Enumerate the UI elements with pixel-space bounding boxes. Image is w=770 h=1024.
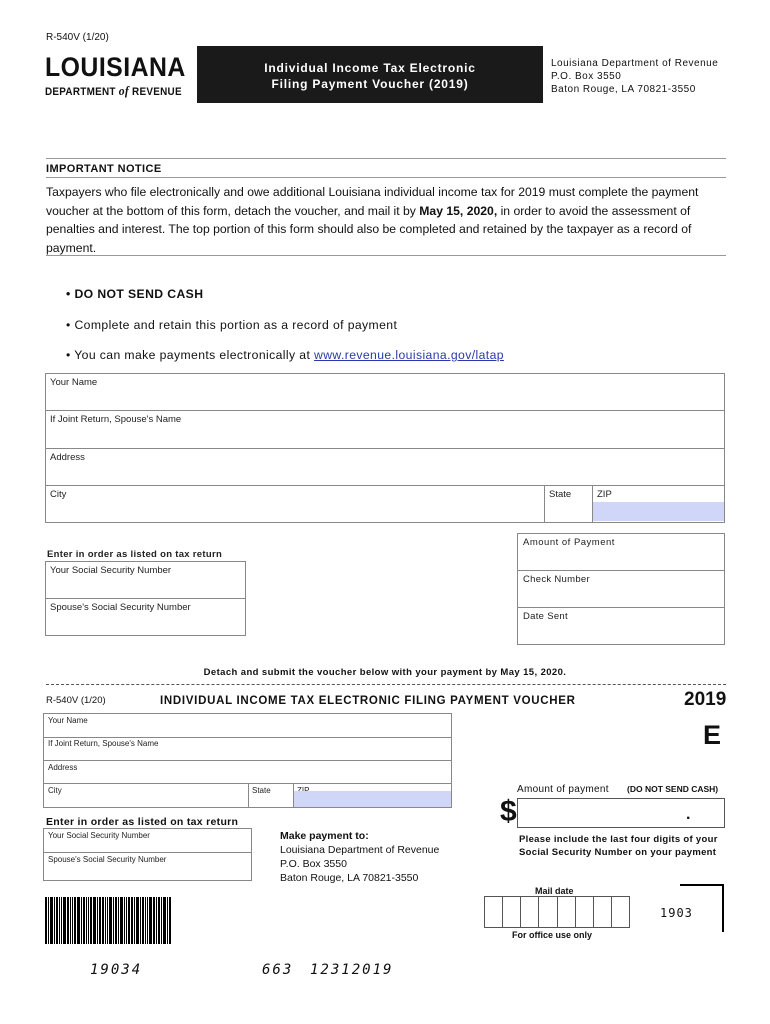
voucher-state-label: State <box>252 786 271 795</box>
form-code: R-540V (1/20) <box>46 32 109 43</box>
notice-heading: IMPORTANT NOTICE <box>46 163 162 175</box>
voucher-code-letter: E <box>703 720 722 750</box>
form-title-banner <box>197 46 543 103</box>
payment-address-line2: P.O. Box 3550 <box>280 858 347 870</box>
bullet-electronic <box>66 348 504 362</box>
divider <box>43 852 252 853</box>
divider <box>46 158 726 159</box>
address-label: Address <box>50 452 85 463</box>
spouse-name-field[interactable] <box>46 427 724 447</box>
amount-of-payment-field[interactable] <box>517 798 725 828</box>
office-use-label: For office use only <box>512 930 593 940</box>
date-sent-field[interactable] <box>518 624 724 644</box>
address-line3: Baton Rouge, LA 70821-3550 <box>551 84 696 95</box>
no-cash-label: (DO NOT SEND CASH) <box>627 784 719 794</box>
payment-address-line3: Baton Rouge, LA 70821-3550 <box>280 872 419 884</box>
divider <box>46 177 726 178</box>
enter-order-label: Enter in order as listed on tax return <box>47 549 223 560</box>
tear-line <box>46 684 726 685</box>
payment-address-line1: Louisiana Department of Revenue <box>280 844 440 856</box>
divider <box>45 485 725 486</box>
your-ssn-label: Your Social Security Number <box>50 565 172 576</box>
logo-revenue-word: REVENUE <box>132 86 182 98</box>
voucher-your-ssn-field[interactable] <box>44 841 251 851</box>
voucher-barcode <box>45 897 172 944</box>
divider <box>45 448 725 449</box>
voucher-enter-order-label: Enter in order as listed on tax return <box>46 816 239 828</box>
voucher-address-label: Address <box>48 763 78 772</box>
logo-of-word: of <box>118 83 130 98</box>
city-label: City <box>50 489 67 500</box>
amount-of-payment-label: Amount of payment <box>517 784 609 795</box>
voucher-spouse-ssn-label: Spouse's Social Security Number <box>48 855 167 864</box>
form-title-line2: Filing Payment Voucher (2019) <box>271 77 469 91</box>
department-address <box>551 57 718 96</box>
office-code: 1903 <box>660 906 693 920</box>
notice-due-date: May 15, 2020, <box>419 203 498 218</box>
decimal-point: . <box>686 806 691 823</box>
voucher-form-code: R-540V (1/20) <box>46 695 106 706</box>
voucher-title: INDIVIDUAL INCOME TAX ELECTRONIC FILING PAYMENT VOUCHER <box>160 695 576 707</box>
amount-payment-field[interactable] <box>518 550 724 569</box>
voucher-your-name-field[interactable] <box>44 726 451 736</box>
amount-payment-label: Amount of Payment <box>523 537 615 548</box>
scan-number-3: 12312019 <box>310 962 394 978</box>
latap-link[interactable]: www.revenue.louisiana.gov/latap <box>314 348 504 362</box>
your-name-field[interactable] <box>46 390 724 409</box>
zip-label: ZIP <box>597 489 612 500</box>
voucher-address-field[interactable] <box>44 772 451 782</box>
voucher-state-field[interactable] <box>249 795 292 807</box>
bullet-electronic-text: • You can make payments electronically at <box>66 348 315 362</box>
detach-instruction: Detach and submit the voucher below with your payment by May 15, 2020. <box>203 667 567 678</box>
louisiana-revenue-logo <box>45 53 190 99</box>
address-line2: P.O. Box 3550 <box>551 71 622 82</box>
check-number-field[interactable] <box>518 587 724 606</box>
city-field[interactable] <box>46 502 543 522</box>
address-line1: Louisiana Department of Revenue <box>551 58 719 69</box>
date-sent-label: Date Sent <box>523 611 568 622</box>
check-number-label: Check Number <box>523 574 590 585</box>
voucher-year: 2019 <box>684 689 727 710</box>
notice-body <box>46 183 726 257</box>
notice-body-post: in order to avoid the assessment of penalties and interest. The top portion of this form should also be completed and retained by the taxpayer as a record of payment. <box>46 203 692 255</box>
bullet-no-cash: • DO NOT SEND CASH <box>66 287 204 301</box>
voucher-city-field[interactable] <box>44 795 247 807</box>
bullet-retain: • Complete and retain this portion as a record of payment <box>66 318 398 332</box>
ssn-payment-note: Please include the last four digits of your Social Security Number on your payment <box>519 834 718 858</box>
zip-field[interactable] <box>593 502 724 521</box>
make-payment-block <box>280 829 439 885</box>
divider <box>45 410 725 411</box>
divider <box>517 607 725 608</box>
logo-sub-text <box>45 83 182 99</box>
voucher-spouse-name-label: If Joint Return, Spouse's Name <box>48 739 159 748</box>
mail-date-label: Mail date <box>535 886 574 896</box>
voucher-spouse-ssn-field[interactable] <box>44 866 251 880</box>
state-label: State <box>549 489 572 500</box>
scan-number-1: 19034 <box>90 962 143 978</box>
scan-number-2: 663 <box>262 962 294 978</box>
divider <box>46 255 726 256</box>
divider <box>43 760 452 761</box>
voucher-spouse-name-field[interactable] <box>44 749 451 759</box>
spouse-ssn-label: Spouse's Social Security Number <box>50 602 191 613</box>
voucher-zip-field[interactable] <box>294 791 451 807</box>
logo-dept-word: DEPARTMENT <box>45 86 116 98</box>
notice-body-pre: Taxpayers who file electronically and owe additional Louisiana individual income tax for 2019 must complete the payment voucher at the bottom of this form, detach the voucher, and mail it by <box>46 185 699 218</box>
your-name-label: Your Name <box>50 377 98 388</box>
mail-date-field[interactable] <box>484 896 630 928</box>
make-payment-heading: Make payment to: <box>280 830 369 842</box>
voucher-your-ssn-label: Your Social Security Number <box>48 831 150 840</box>
logo-main-text: LOUISIANA <box>45 52 186 82</box>
address-field[interactable] <box>46 465 724 484</box>
state-field[interactable] <box>545 502 591 522</box>
dollar-sign: $ <box>500 795 517 828</box>
form-title-line1: Individual Income Tax Electronic <box>264 61 476 75</box>
divider <box>517 570 725 571</box>
voucher-your-name-label: Your Name <box>48 716 88 725</box>
spouse-name-label: If Joint Return, Spouse's Name <box>50 414 182 425</box>
spouse-ssn-field[interactable] <box>46 615 245 635</box>
divider <box>45 598 246 599</box>
your-ssn-field[interactable] <box>46 578 245 597</box>
voucher-city-label: City <box>48 786 62 795</box>
divider <box>43 737 452 738</box>
